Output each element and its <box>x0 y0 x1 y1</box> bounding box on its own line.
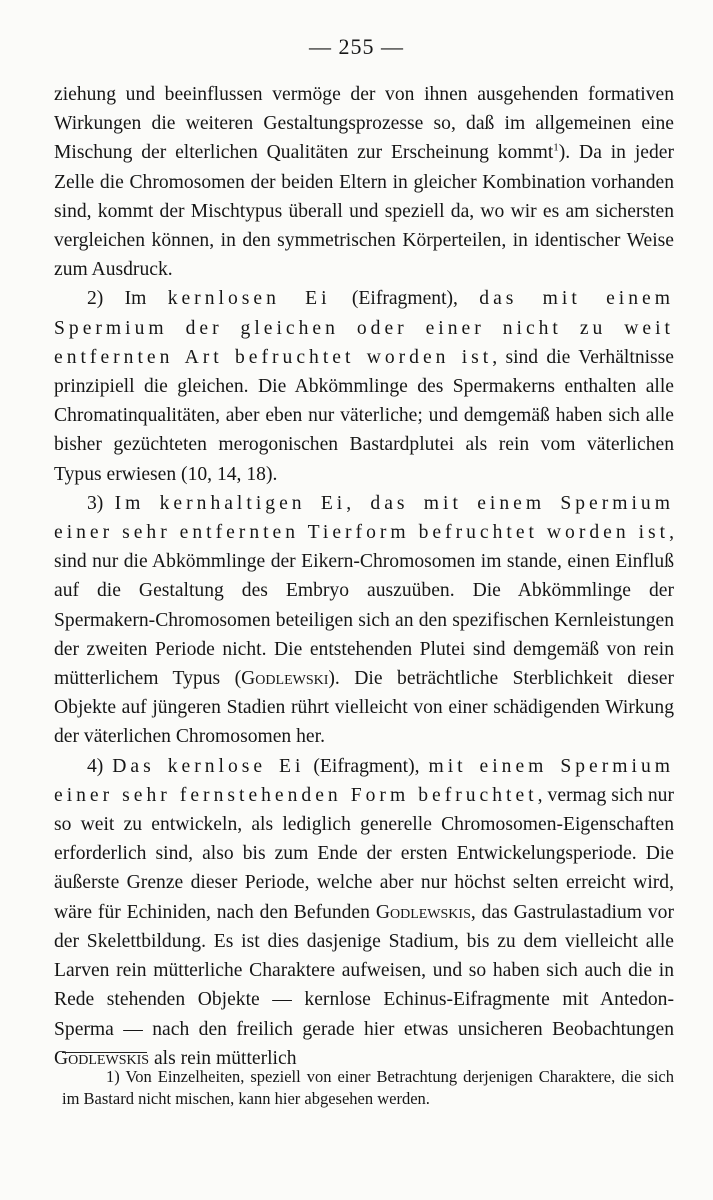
paragraph-1 <box>54 80 674 284</box>
emphasis-spaced: das mit einem Spermium der gleichen oder einer nicht zu weit entfernten Art befruchtet worden ist <box>54 288 674 368</box>
text-run: ). Die beträchtliche Sterblichkeit dieser Objekte auf jüngeren Stadien rührt vielleicht von einer schädigenden Wirkung der väterlichen Chromosomen her. <box>54 668 674 748</box>
text-run: (Eifragment), <box>330 288 480 310</box>
emphasis-spaced: Im kernhaltigen Ei, das mit einem Spermium einer sehr entfernten Tierform befruchtet worden ist <box>54 492 674 544</box>
main-text <box>54 80 674 1073</box>
author-name: Godlewskis <box>54 1047 150 1069</box>
text-run: 4) <box>87 755 113 777</box>
text-run: , das Gastrulastadium vor der Skelettbildung. Es ist dies dasjenige Stadium, bis zu dem vielleicht alle Larven rein mütterliche Charaktere aufweisen, und so haben sich auch die in Rede stehenden Objekte — kernlose Echinus-Eifragmente mit Antedon-Sperma — nach den freilich gerade hier etwas unsicheren Beobachtungen <box>54 901 674 1040</box>
emphasis-spaced: kernlosen Ei <box>167 288 331 310</box>
text-run: ). Da in jeder Zelle die Chromosomen der beiden Eltern in gleicher Kombination vorhanden sind, kommt der Mischtypus überall und speziell da, wo wir es am sichersten vergleichen können, in den symmetrischen Körperteilen, in identischer Weise zum Ausdruck. <box>54 142 674 281</box>
footnote <box>62 1066 674 1110</box>
author-name: Godlewski <box>241 668 329 690</box>
paragraph-4 <box>54 752 674 1073</box>
footnote-divider <box>62 1052 147 1053</box>
emphasis-spaced: mit einem Spermium einer sehr fernstehenden Form befruchtet <box>54 755 674 806</box>
text-run: , sind nur die Abkömmlinge der Eikern-Chromosomen im stande, einen Einfluß auf die Gestaltung des Embryo auszuüben. Die Abkömmlinge der Spermakern-Chromosomen beteiligen sich an den spezifischen Kernleistungen der zweiten Periode nicht. Die entstehenden Plutei sind demgemäß von rein mütterlichem Typus ( <box>54 522 674 690</box>
text-run: 3) <box>87 492 115 514</box>
text-run: (Eifragment), <box>304 755 429 777</box>
paragraph-2 <box>54 284 674 488</box>
author-name: Godlewskis <box>375 901 471 923</box>
text-run: 2) Im <box>87 288 168 310</box>
page-number: — 255 — <box>309 34 404 59</box>
text-run: , sind die Verhältnisse prinzipiell die gleichen. Die Abkömmlinge des Spermakerns enthalten alle Chromatinqualitäten, aber eben nur väterliche; und demgemäß haben sich alle bisher gezüchteten merogonischen Bastardplutei als rein vom väterlichen Typus erwiesen (10, 14, 18). <box>54 346 675 485</box>
emphasis-spaced: Das kernlose Ei <box>112 755 305 777</box>
footnote-text: 1) Von Einzelheiten, speziell von einer Betrachtung derjenigen Charaktere, die sich im Bastard nicht mischen, kann hier abgesehen werden. <box>62 1067 674 1108</box>
text-run: , vermag sich nur so weit zu entwickeln, als lediglich generelle Chromosomen-Eigenschaften erforderlich sind, also bis zum Ende der ersten Entwickelungsperiode. Die äußerste Grenze dieser Periode, welche aber nur höchst selten erreicht wird, wäre für Echiniden, nach den Befunden <box>54 784 674 923</box>
footnote-ref[interactable]: 1 <box>553 141 559 154</box>
text-run: ziehung und beeinflussen vermöge der von ihnen ausgehenden formativen Wirkungen die weiteren Gestaltungsprozesse so, daß im allgemeinen eine Mischung der elterlichen Qualitäten zur Erscheinung kommt <box>54 84 674 164</box>
text-run: als rein mütterlich <box>149 1047 297 1069</box>
paragraph-3 <box>54 489 674 752</box>
